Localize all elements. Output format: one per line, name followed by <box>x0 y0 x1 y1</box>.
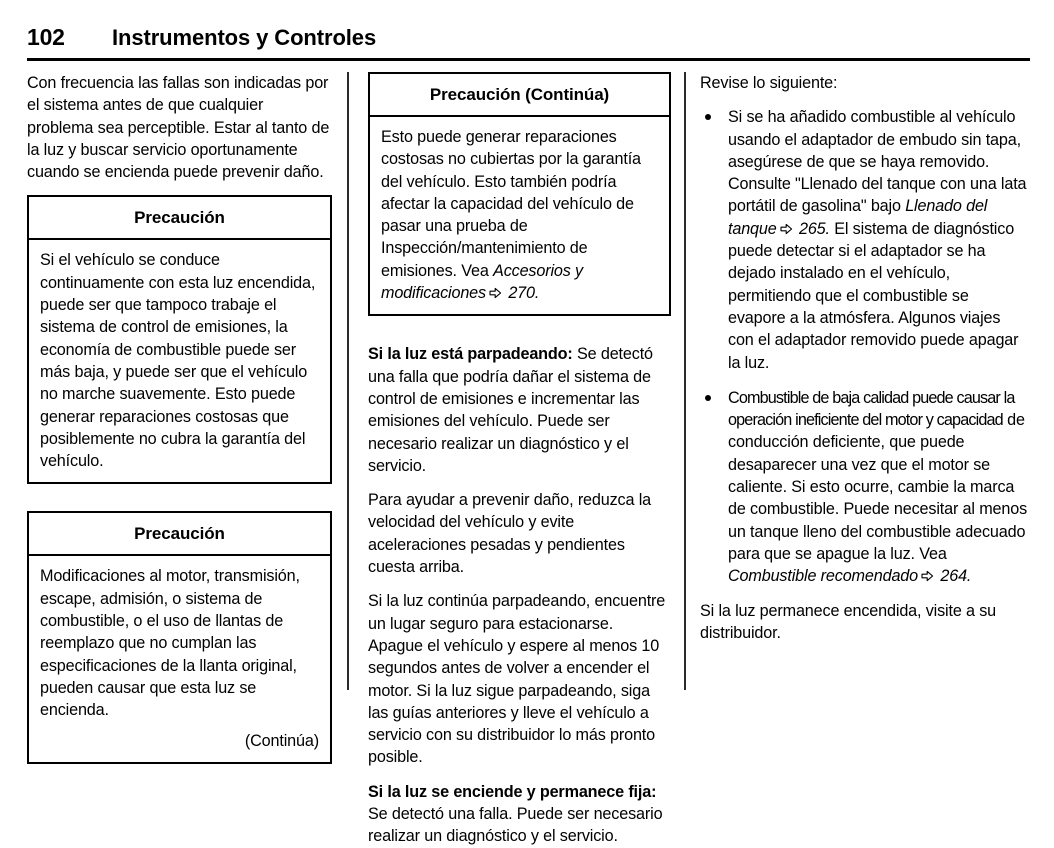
caution-box-2-continued-note: (Continúa) <box>244 731 319 750</box>
bullet-dot-icon <box>705 114 711 120</box>
bullet-2-page: 264. <box>936 567 972 586</box>
column-3 <box>700 72 1030 692</box>
bullet-dot-icon <box>705 395 711 401</box>
paragraph-light-steady-text: Se detectó una falla. Puede ser necesario realizar un diagnóstico y el servicio. <box>368 805 663 846</box>
paragraph-light-blinking-lead-in: Si la luz está parpadeando: <box>368 345 573 364</box>
list-item <box>700 387 1030 588</box>
check-following-intro: Revise lo siguiente: <box>700 74 838 92</box>
caution-box-2-title: Precaución <box>29 513 330 556</box>
bullet-1-part1: Si se ha añadido combustible al vehículo usando el adaptador de embudo sin tapa, asegúrese de que se haya removido. Consulte "Llenado del tanque con una lata portátil de gasolina" bajo <box>728 108 1027 216</box>
closing-paragraph: Si la luz permanece encendida, visite a su distribuidor. <box>700 601 997 642</box>
caution-box-2-body <box>29 556 330 761</box>
header-rule <box>27 58 1030 61</box>
bullet-1-part2: El sistema de diagnóstico puede detectar si el adaptador se ha dejado instalado en el vehículo, permitiendo que el combustible se evapore a la atmósfera. Algunos viajes con el adaptador removido puede apagar la luz. <box>728 219 1019 372</box>
cross-reference-arrow-icon <box>489 287 502 299</box>
cross-reference-arrow-icon <box>780 223 793 235</box>
paragraph-light-continues-blinking: Si la luz continúa parpadeando, encuentre un lugar seguro para estacionarse. Apague el vehículo y espere al menos 10 segundos antes de volver a encender el motor. Si la luz sigue parpadeando, siga las guías anteriores y lleve el vehículo a servicio con su distribuidor lo más pronto posible. <box>368 592 666 767</box>
bullet-1-page: 265. <box>794 219 830 238</box>
caution-box-2 <box>27 511 332 763</box>
cross-reference-arrow-icon <box>921 570 934 582</box>
caution-box-continued-body <box>370 117 669 314</box>
bullet-1-reference: Llenado del tanque <box>728 197 988 238</box>
bullet-2-part1: de conducción deficiente, que puede desaparecer una vez que el motor se caliente. Si esto ocurre, cambie la marca de combustible. Puede necesitar al menos un tanque lleno del combustible adecuado para que se apague la luz. Vea <box>728 411 1028 563</box>
page-number: 102 <box>27 24 65 50</box>
paragraph-light-steady-lead-in: Si la luz se enciende y permanece fija: <box>368 782 657 801</box>
bullet-2-tight-text: Combustible de baja calidad puede causar la operación ineficiente del motor y capacidad <box>728 388 1015 430</box>
paragraph-light-blinking-text: Se detectó una falla que podría dañar el sistema de control de emisiones e incrementar las emisiones del vehículo. Puede ser necesario realizar un diagnóstico y el servicio. <box>368 345 653 475</box>
caution-box-1-body <box>29 240 330 482</box>
caution-box-continued-title: Precaución (Continúa) <box>370 74 669 117</box>
column-divider-1 <box>347 72 349 690</box>
caution-box-1-title: Precaución <box>29 197 330 240</box>
caution-box-1-text: Si el vehículo se conduce continuamente con esta luz encendida, puede ser que tampoco trabaje el sistema de control de emisiones, la economía de combustible puede ser más baja, y puede ser que el vehículo no marche suavemente. Esto puede generar reparaciones costosas que posiblemente no cubra la garantía del vehículo. <box>40 251 316 471</box>
caution-box-continued <box>368 72 671 316</box>
bullet-2-reference: Combustible recomendado <box>728 567 919 586</box>
page-title: Instrumentos y Controles <box>112 25 377 50</box>
cross-reference-title: Accesorios y modificaciones <box>381 261 584 303</box>
content-columns <box>0 72 1054 846</box>
check-list <box>700 106 1030 587</box>
caution-box-2-text: Modificaciones al motor, transmisión, escape, admisión, o sistema de combustible, o el uso de llantas de reemplazo que no cumplan las especificaciones de la llanta original, pueden causar que esta luz se encienda. <box>40 567 300 720</box>
caution-box-1 <box>27 195 332 484</box>
paragraph-light-blinking <box>368 343 671 477</box>
cross-reference-page: 270. <box>503 284 540 303</box>
paragraph-light-steady <box>368 781 671 848</box>
paragraph-prevent-damage: Para ayudar a prevenir daño, reduzca la velocidad del vehículo y evite aceleraciones pesadas y pendientes cuesta arriba. <box>368 491 652 577</box>
see-label: Vea <box>461 261 494 280</box>
intro-paragraph: Con frecuencia las fallas son indicadas por el sistema antes de que cualquier problema sea perceptible. Estar al tanto de la luz y buscar servicio oportunamente cuando se encienda puede prevenir daño. <box>27 74 330 182</box>
list-item <box>700 106 1030 374</box>
column-2 <box>368 72 671 846</box>
column-1 <box>27 72 332 750</box>
page-header <box>27 24 1029 58</box>
caution-box-continued-text <box>381 126 658 304</box>
caution-continued-part1: Esto puede generar reparaciones costosas no cubiertas por la garantía del vehículo. Esto también podría afectar la capacidad del vehículo de pasar una prueba de Inspección/mantenimiento de emisiones. <box>381 128 641 280</box>
column-divider-2 <box>684 72 686 690</box>
